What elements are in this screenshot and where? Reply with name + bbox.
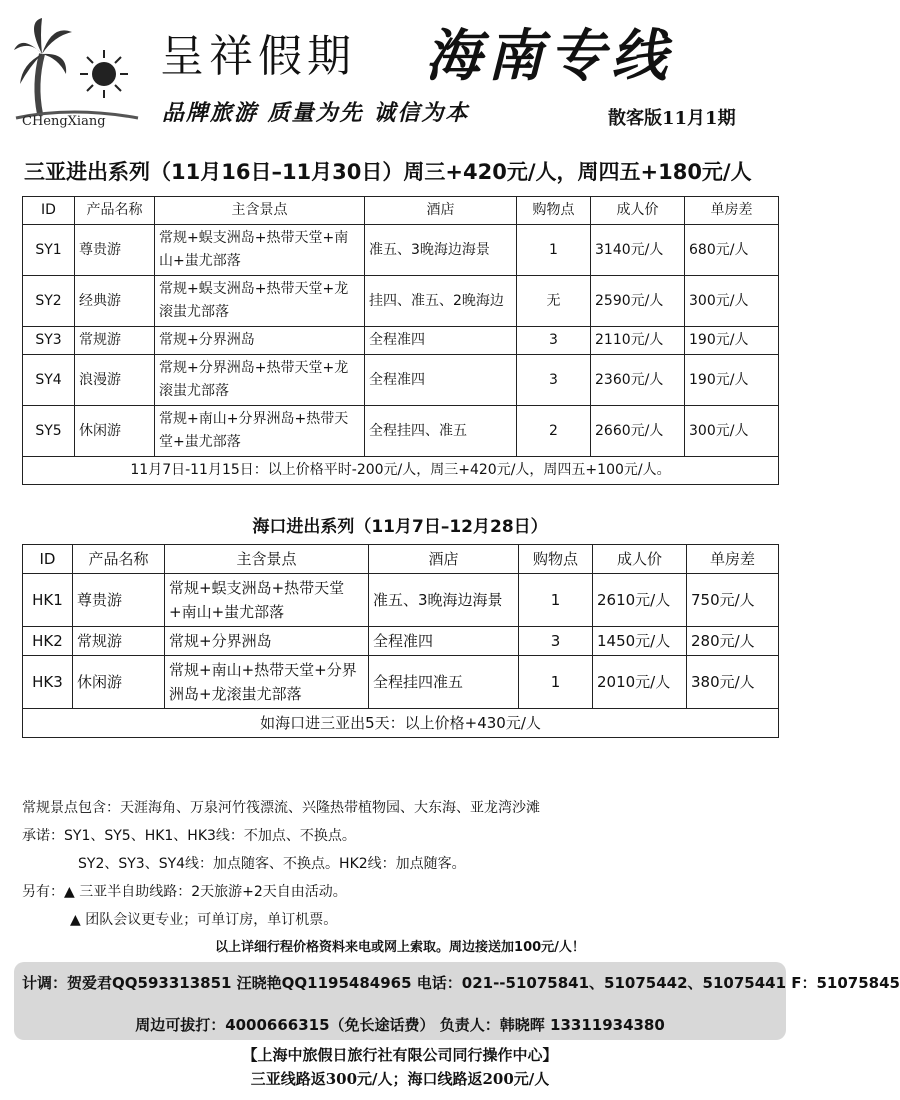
route-id: SY1 [23,225,75,276]
single-supplement: 190元/人 [685,355,779,406]
product-name: 常规游 [75,327,155,355]
single-supplement: 750元/人 [687,574,779,627]
route-id: SY3 [23,327,75,355]
adult-price: 3140元/人 [591,225,685,276]
table-row [23,276,779,327]
col-header: 酒店 [369,545,519,574]
route-id: SY4 [23,355,75,406]
table-footnote-row [23,709,779,738]
main-spots: 常规+分界洲岛 [155,327,365,355]
table-row [23,327,779,355]
hotel: 挂四、准五、2晚海边 [365,276,517,327]
hotel: 全程准四 [369,627,519,656]
promise-note-2: SY2、SY3、SY4线：加点随客、不换点。HK2线：加点随客。 [78,856,466,872]
col-header: 主含景点 [165,545,369,574]
col-header: ID [23,197,75,225]
adult-price: 2610元/人 [593,574,687,627]
col-header: 购物点 [519,545,593,574]
col-header: 成人价 [591,197,685,225]
table-row [23,406,779,457]
table-header-row [23,545,779,574]
shopping-points: 3 [517,327,591,355]
hotel: 准五、3晚海边海景 [369,574,519,627]
table-footnote-row [23,457,779,485]
hotel: 全程挂四、准五 [365,406,517,457]
col-header: 购物点 [517,197,591,225]
contact-line-1: 计调：贺爱君QQ593313851 汪晓艳QQ1195484965 电话：021--51075841、51075442、51075441 F：51075845 [22,974,900,992]
route-id: HK1 [23,574,73,627]
adult-price: 2590元/人 [591,276,685,327]
route-id: SY2 [23,276,75,327]
adult-price: 2360元/人 [591,355,685,406]
main-spots: 常规+南山+分界洲岛+热带天堂+蚩尤部落 [155,406,365,457]
extra-note-1: 另有：▲ 三亚半自助线路：2天旅游+2天自由活动。 [22,884,347,900]
slogan: 品牌旅游 质量为先 诚信为本 [162,100,470,126]
brand-name: 呈祥假期 [160,31,356,82]
adult-price: 2110元/人 [591,327,685,355]
shopping-points: 1 [517,225,591,276]
single-supplement: 380元/人 [687,656,779,709]
contact-line-2: 周边可拔打：4000666315（免长途话费） 负责人：韩晓晖 13311934380 [135,1016,665,1034]
hotel: 全程准四 [365,327,517,355]
product-name: 休闲游 [75,406,155,457]
route-id: SY5 [23,406,75,457]
promise-note-1: 承诺：SY1、SY5、HK1、HK3线：不加点、不换点。 [22,828,356,844]
table-row [23,627,779,656]
table-row [23,225,779,276]
col-header: 单房差 [685,197,779,225]
single-supplement: 190元/人 [685,327,779,355]
hotel: 准五、3晚海边海景 [365,225,517,276]
sanya-price-table [22,196,779,485]
adult-price: 1450元/人 [593,627,687,656]
single-supplement: 280元/人 [687,627,779,656]
line-title: 海南专线 [425,23,673,89]
table-row [23,355,779,406]
sanya-section-title: 三亚进出系列（11月16日–11月30日）周三+420元/人，周四五+180元/人 [24,160,752,184]
shopping-points: 1 [519,574,593,627]
col-header: 主含景点 [155,197,365,225]
edition-label: 散客版11月1期 [608,108,736,129]
col-header: ID [23,545,73,574]
haikou-section-title: 海口进出系列（11月7日–12月28日） [252,517,548,537]
main-spots: 常规+分界洲岛+热带天堂+龙滚蚩尤部落 [155,355,365,406]
haikou-price-table [22,544,779,738]
single-supplement: 680元/人 [685,225,779,276]
shopping-points: 1 [519,656,593,709]
col-header: 产品名称 [73,545,165,574]
sanya-footnote: 11月7日-11月15日：以上价格平时-200元/人，周三+420元/人，周四五+100元/人。 [23,457,779,485]
main-spots: 常规+蜈支洲岛+热带天堂+龙滚蚩尤部落 [155,276,365,327]
table-header-row [23,197,779,225]
main-spots: 常规+分界洲岛 [165,627,369,656]
product-name: 经典游 [75,276,155,327]
col-header: 酒店 [365,197,517,225]
main-spots: 常规+蜈支洲岛+热带天堂+南山+蚩尤部落 [155,225,365,276]
col-header: 成人价 [593,545,687,574]
shopping-points: 3 [519,627,593,656]
hotel: 全程挂四准五 [369,656,519,709]
shopping-points: 无 [517,276,591,327]
main-spots: 常规+蜈支洲岛+热带天堂+南山+蚩尤部落 [165,574,369,627]
shopping-points: 2 [517,406,591,457]
product-name: 尊贵游 [75,225,155,276]
hotel: 全程准四 [365,355,517,406]
adult-price: 2010元/人 [593,656,687,709]
logo-text: CHengXiang [22,114,106,129]
request-note: 以上详细行程价格资料来电或网上索取。周边接送加100元/人！ [215,940,585,955]
product-name: 浪漫游 [75,355,155,406]
shopping-points: 3 [517,355,591,406]
main-spots: 常规+南山+热带天堂+分界洲岛+龙滚蚩尤部落 [165,656,369,709]
route-id: HK3 [23,656,73,709]
col-header: 产品名称 [75,197,155,225]
table-row [23,656,779,709]
common-spots-note: 常规景点包含：天涯海角、万泉河竹筏漂流、兴隆热带植物园、大东海、亚龙湾沙滩 [22,800,540,816]
product-name: 常规游 [73,627,165,656]
company-name: 【上海中旅假日旅行社有限公司同行操作中心】 [242,1046,558,1064]
product-name: 尊贵游 [73,574,165,627]
product-name: 休闲游 [73,656,165,709]
single-supplement: 300元/人 [685,406,779,457]
single-supplement: 300元/人 [685,276,779,327]
rebate-note: 三亚线路返300元/人；海口线路返200元/人 [250,1070,550,1088]
haikou-footnote: 如海口进三亚出5天：以上价格+430元/人 [23,709,779,738]
col-header: 单房差 [687,545,779,574]
table-row [23,574,779,627]
extra-note-2: ▲ 团队会议更专业；可单订房，单订机票。 [70,912,338,928]
adult-price: 2660元/人 [591,406,685,457]
route-id: HK2 [23,627,73,656]
